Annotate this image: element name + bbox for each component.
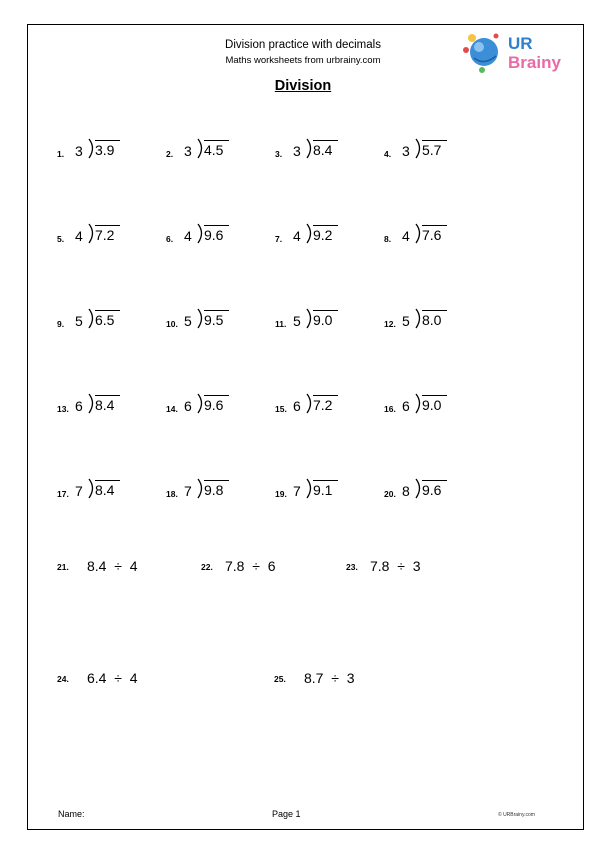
dividend: 3.9	[95, 140, 120, 159]
dividend: 9.8	[204, 480, 229, 499]
long-division-question	[384, 305, 484, 329]
divisor: 5	[293, 313, 301, 329]
worksheet-title: Division practice with decimals	[225, 39, 381, 51]
divisor: 4	[184, 228, 192, 244]
dividend: 9.5	[204, 310, 229, 329]
long-division-question	[57, 220, 157, 244]
divisor: 5	[75, 313, 83, 329]
question-number: 6.	[166, 234, 174, 244]
question-number: 18.	[166, 489, 178, 499]
divisor: 6	[184, 398, 192, 414]
long-division-question	[384, 135, 484, 159]
dividend: 6.5	[95, 310, 120, 329]
dividend: 7.2	[313, 395, 338, 414]
divisor: 4	[293, 228, 301, 244]
dividend: 9.1	[313, 480, 338, 499]
dividend: 4.5	[204, 140, 229, 159]
inline-division-question	[57, 552, 197, 576]
divisor: 4	[402, 228, 410, 244]
question-number: 23.	[346, 562, 358, 572]
inline-division-question	[274, 664, 414, 688]
section-heading: Division	[274, 78, 332, 94]
question-number: 13.	[57, 404, 69, 414]
long-division-question	[275, 220, 375, 244]
page-number: Page 1	[272, 809, 301, 819]
urbrainy-logo	[460, 28, 580, 78]
long-division-question	[57, 305, 157, 329]
long-division-question	[384, 220, 484, 244]
divisor: 7	[293, 483, 301, 499]
inline-division-question	[201, 552, 341, 576]
division-expression: 6.4 ÷ 4	[87, 670, 138, 686]
long-division-question	[275, 305, 375, 329]
question-number: 15.	[275, 404, 287, 414]
logo-text-brainy: Brainy	[508, 53, 561, 72]
long-division-question	[166, 135, 266, 159]
question-number: 19.	[275, 489, 287, 499]
question-number: 16.	[384, 404, 396, 414]
question-number: 25.	[274, 674, 286, 684]
dividend: 9.6	[422, 480, 447, 499]
question-number: 12.	[384, 319, 396, 329]
dividend: 9.0	[422, 395, 447, 414]
question-number: 3.	[275, 149, 283, 159]
dividend: 9.6	[204, 225, 229, 244]
divisor: 3	[75, 143, 83, 159]
long-division-question	[384, 475, 484, 499]
division-expression: 7.8 ÷ 3	[370, 558, 421, 574]
question-number: 22.	[201, 562, 213, 572]
divisor: 7	[75, 483, 83, 499]
logo-text-ur: UR	[508, 34, 533, 53]
dividend: 9.6	[204, 395, 229, 414]
divisor: 5	[184, 313, 192, 329]
question-number: 11.	[275, 319, 287, 329]
long-division-question	[275, 390, 375, 414]
divisor: 7	[184, 483, 192, 499]
question-number: 10.	[166, 319, 178, 329]
question-number: 21.	[57, 562, 69, 572]
division-expression: 8.4 ÷ 4	[87, 558, 138, 574]
copyright-text: © URBrainy.com	[498, 812, 535, 818]
question-number: 24.	[57, 674, 69, 684]
worksheet-subtitle: Maths worksheets from urbrainy.com	[225, 55, 381, 66]
division-expression: 7.8 ÷ 6	[225, 558, 276, 574]
long-division-question	[166, 475, 266, 499]
dividend: 8.4	[313, 140, 338, 159]
divisor: 6	[75, 398, 83, 414]
dividend: 8.4	[95, 395, 120, 414]
question-number: 9.	[57, 319, 65, 329]
long-division-question	[57, 135, 157, 159]
dividend: 9.0	[313, 310, 338, 329]
long-division-question	[275, 475, 375, 499]
question-number: 2.	[166, 149, 174, 159]
inline-division-question	[57, 664, 197, 688]
divisor: 5	[402, 313, 410, 329]
inline-division-question	[346, 552, 486, 576]
divisor: 3	[402, 143, 410, 159]
dividend: 5.7	[422, 140, 447, 159]
divisor: 3	[293, 143, 301, 159]
dividend: 7.6	[422, 225, 447, 244]
question-number: 14.	[166, 404, 178, 414]
dividend: 8.0	[422, 310, 447, 329]
question-number: 20.	[384, 489, 396, 499]
divisor: 4	[75, 228, 83, 244]
dividend: 7.2	[95, 225, 120, 244]
long-division-question	[384, 390, 484, 414]
question-number: 8.	[384, 234, 392, 244]
long-division-question	[275, 135, 375, 159]
divisor: 3	[184, 143, 192, 159]
question-number: 17.	[57, 489, 69, 499]
question-number: 1.	[57, 149, 65, 159]
long-division-question	[166, 305, 266, 329]
question-number: 4.	[384, 149, 392, 159]
long-division-question	[57, 390, 157, 414]
division-expression: 8.7 ÷ 3	[304, 670, 355, 686]
long-division-question	[57, 475, 157, 499]
name-label: Name:	[58, 809, 85, 819]
divisor: 6	[402, 398, 410, 414]
question-number: 5.	[57, 234, 65, 244]
long-division-question	[166, 220, 266, 244]
dividend: 8.4	[95, 480, 120, 499]
dividend: 9.2	[313, 225, 338, 244]
long-division-question	[166, 390, 266, 414]
divisor: 6	[293, 398, 301, 414]
divisor: 8	[402, 483, 410, 499]
question-number: 7.	[275, 234, 283, 244]
